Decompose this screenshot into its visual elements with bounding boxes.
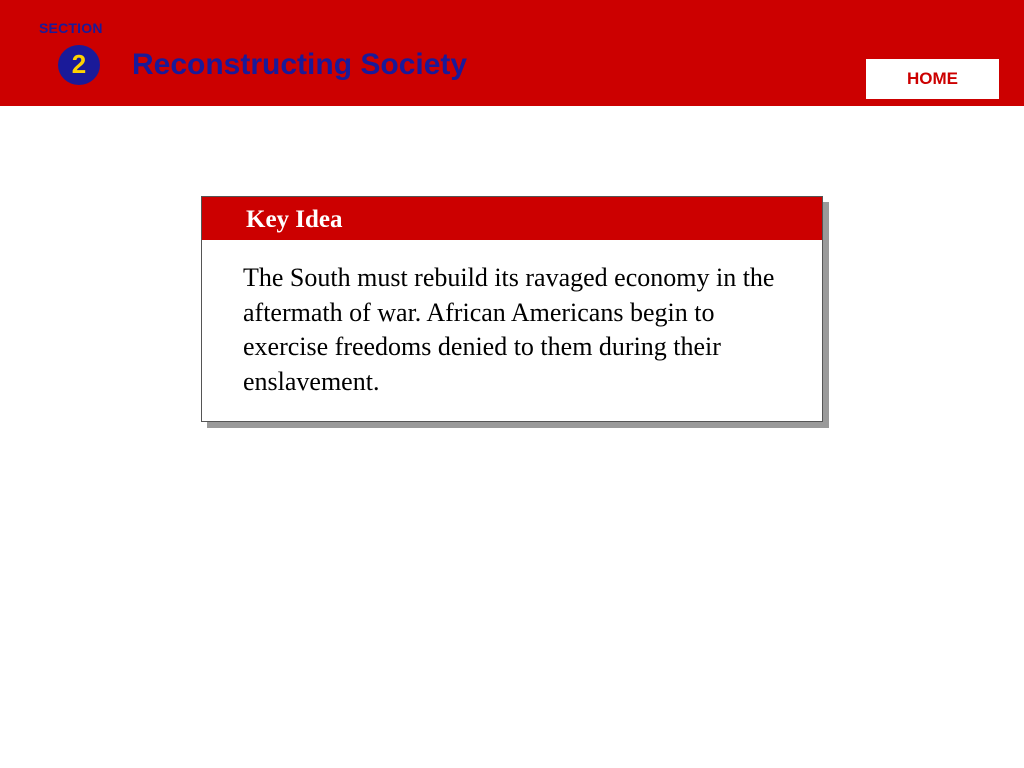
section-number-badge: 2 (58, 45, 100, 85)
section-label: SECTION (39, 20, 103, 36)
key-idea-text: The South must rebuild its ravaged economy in the aftermath of war. African Americans begin to exercise freedoms denied to them during their enslavement. (243, 263, 775, 396)
header-bar (0, 0, 1024, 106)
key-idea-title: Key Idea (246, 206, 343, 233)
page-title: Reconstructing Society (132, 48, 468, 81)
home-button[interactable]: HOME (866, 59, 999, 99)
key-idea-header (202, 197, 822, 240)
key-idea-card (201, 196, 823, 422)
